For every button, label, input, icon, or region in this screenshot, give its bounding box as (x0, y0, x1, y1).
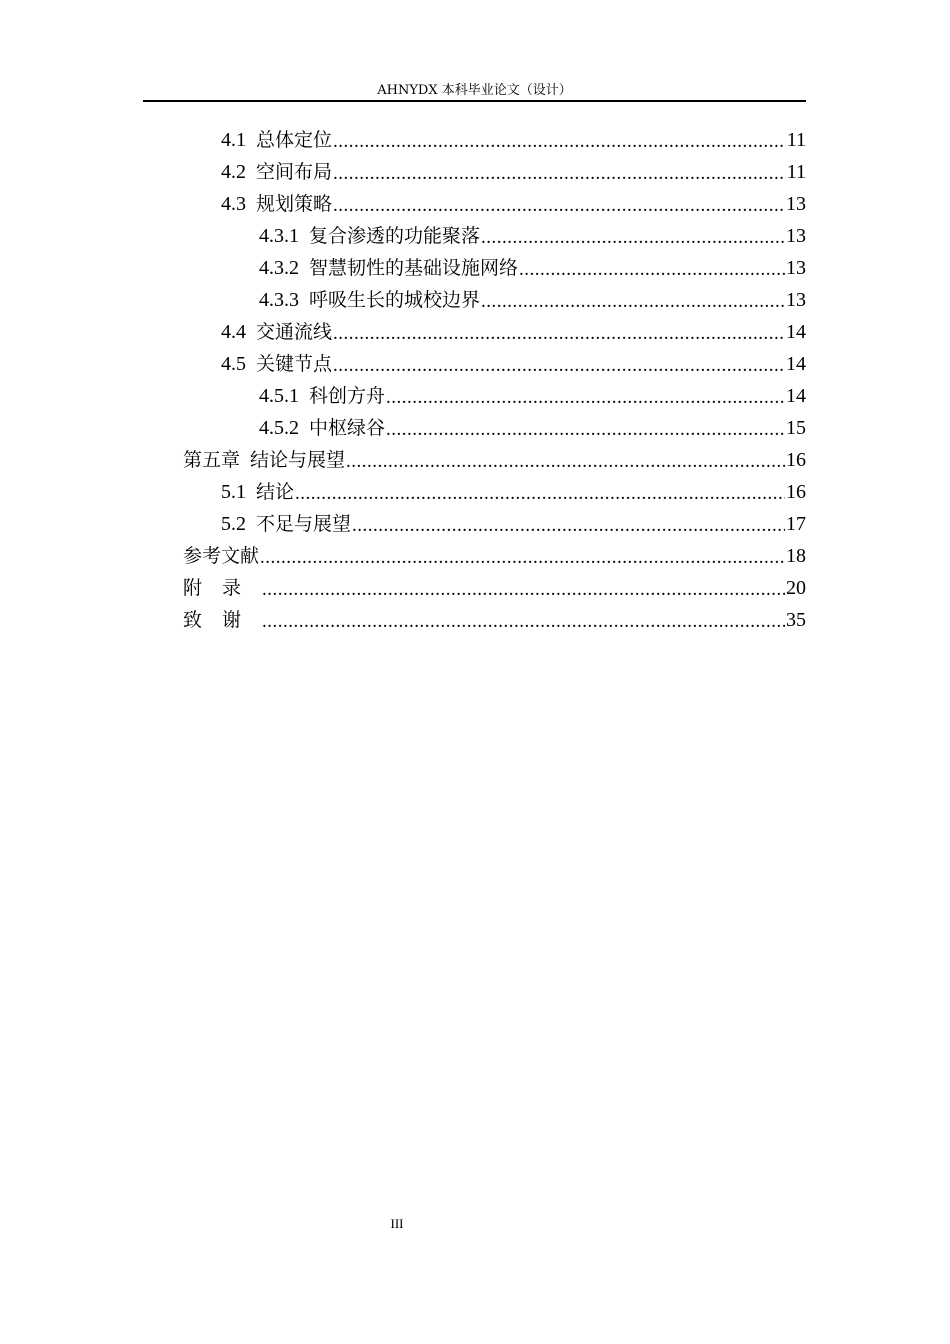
toc-entry[interactable] (221, 348, 806, 380)
toc-entry[interactable] (259, 284, 806, 316)
page-number: III (390, 1216, 404, 1231)
toc-entry-page: 16 (786, 449, 806, 471)
toc-entry-title: 致谢 (183, 609, 262, 631)
toc-entry-number: 4.3.3 (259, 289, 299, 311)
toc-entry-page: 18 (786, 545, 806, 567)
toc-entry-title: 不足与展望 (256, 513, 352, 535)
toc-entry-number: 5.2 (221, 513, 246, 535)
toc-leader-dots (386, 414, 785, 446)
toc-leader-dots (333, 190, 785, 222)
toc-entry[interactable] (221, 316, 806, 348)
toc-entry-page: 14 (786, 321, 806, 343)
toc-leader-dots (519, 254, 785, 286)
toc-entry-number: 4.4 (221, 321, 246, 343)
toc-leader-dots (346, 446, 785, 478)
toc-entry-title: 空间布局 (256, 161, 333, 183)
toc-leader-dots (386, 382, 785, 414)
toc-entry[interactable] (259, 220, 806, 252)
toc-leader-dots (262, 606, 785, 638)
toc-entry[interactable] (221, 508, 806, 540)
toc-leader-dots (481, 222, 785, 254)
toc-entry-page: 11 (786, 161, 806, 183)
toc-entry-page: 17 (786, 513, 806, 535)
toc-entry-page: 20 (786, 577, 806, 599)
toc-entry-title: 总体定位 (256, 129, 333, 151)
toc-entry-page: 35 (786, 609, 806, 631)
toc-entry-title: 关键节点 (256, 353, 333, 375)
toc-entry-page: 13 (786, 289, 806, 311)
toc-entry[interactable] (221, 124, 806, 156)
toc-entry-title: 参考文献 (183, 545, 260, 567)
toc-entry-page: 14 (786, 353, 806, 375)
toc-entry-number: 第五章 (183, 449, 241, 471)
toc-entry-title: 智慧韧性的基础设施网络 (309, 257, 519, 279)
toc-entry[interactable] (259, 412, 806, 444)
toc-leader-dots (481, 286, 785, 318)
toc-entry-number: 4.5.1 (259, 385, 299, 407)
toc-entry-title: 复合渗透的功能聚落 (309, 225, 481, 247)
toc-entry[interactable] (221, 476, 806, 508)
toc-entry-title: 附录 (183, 577, 262, 599)
toc-leader-dots (260, 542, 785, 574)
toc-entry[interactable] (221, 156, 806, 188)
toc-entry[interactable] (183, 444, 806, 476)
toc-entry-number: 4.2 (221, 161, 246, 183)
toc-leader-dots (262, 574, 785, 606)
toc-leader-dots (333, 318, 785, 350)
toc-entry[interactable] (259, 380, 806, 412)
toc-entry-title: 呼吸生长的城校边界 (309, 289, 481, 311)
toc-entry-page: 11 (786, 129, 806, 151)
toc-entry[interactable] (183, 540, 806, 572)
toc-entry-title: 结论 (256, 481, 295, 503)
toc-entry-page: 13 (786, 225, 806, 247)
toc-entry-title: 中枢绿谷 (309, 417, 386, 439)
toc-entry-page: 16 (786, 481, 806, 503)
toc-entry-number: 4.3 (221, 193, 246, 215)
toc-entry-title: 交通流线 (256, 321, 333, 343)
toc-entry[interactable] (183, 604, 806, 636)
toc-entry-page: 13 (786, 257, 806, 279)
toc-leader-dots (352, 510, 785, 542)
toc-entry-number: 4.3.1 (259, 225, 299, 247)
toc-entry-number: 4.1 (221, 129, 246, 151)
toc-leader-dots (333, 126, 786, 158)
toc-entry-title: 规划策略 (256, 193, 333, 215)
toc-entry-number: 4.5.2 (259, 417, 299, 439)
toc-leader-dots (295, 478, 785, 510)
toc-entry-title: 结论与展望 (250, 449, 346, 471)
toc-entry-number: 4.5 (221, 353, 246, 375)
running-header: AHNYDX 本科毕业论文（设计） (377, 83, 572, 98)
toc-entry[interactable] (259, 252, 806, 284)
toc-entry-page: 15 (786, 417, 806, 439)
toc-entry-title: 科创方舟 (309, 385, 386, 407)
toc-entry[interactable] (183, 572, 806, 604)
toc-leader-dots (333, 350, 785, 382)
toc-entry-number: 4.3.2 (259, 257, 299, 279)
toc-entry-page: 13 (786, 193, 806, 215)
toc-leader-dots (333, 158, 786, 190)
toc-entry[interactable] (221, 188, 806, 220)
header-rule (143, 100, 806, 102)
toc-entry-page: 14 (786, 385, 806, 407)
toc-entry-number: 5.1 (221, 481, 246, 503)
